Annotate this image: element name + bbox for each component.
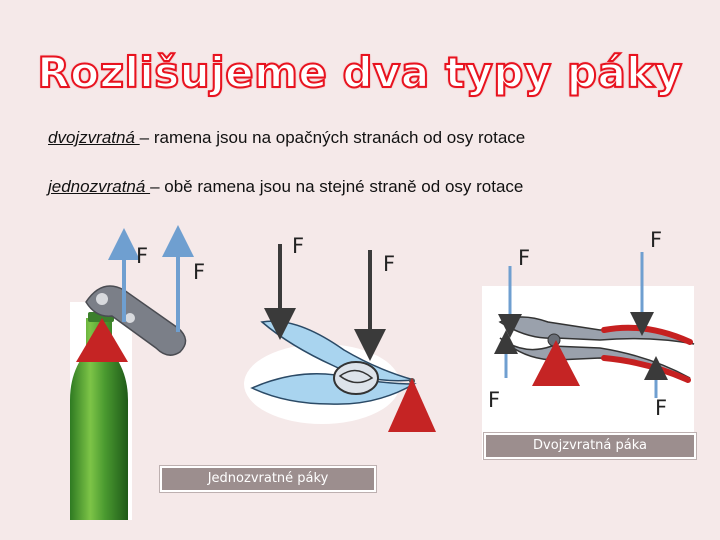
force-label: F — [136, 244, 149, 268]
force-label: F — [383, 252, 396, 276]
force-label: F — [650, 228, 663, 252]
force-label: F — [655, 396, 668, 420]
nut-tongs-scene — [244, 244, 436, 432]
opener-hook-icon — [96, 293, 108, 305]
slide-title: Rozlišujeme dva typy páky — [37, 48, 683, 97]
definition-single-text: – obě ramena jsou na stejné straně od osy rotace — [150, 177, 524, 196]
force-label: F — [518, 246, 531, 270]
opener-hole-icon — [125, 313, 135, 323]
pliers-scene — [482, 252, 694, 460]
caption-single-lever: Jednozvratné páky — [160, 466, 376, 492]
definition-double-text: – ramena jsou na opačných stranách od osy rotace — [139, 128, 526, 147]
force-label: F — [488, 388, 501, 412]
term-single-lever: jednozvratná — [48, 177, 151, 196]
term-double-lever: dvojzvratná — [48, 128, 140, 147]
caption-double-lever: Dvojzvratná páka — [484, 433, 696, 459]
force-label: F — [193, 260, 206, 284]
force-label: F — [292, 234, 305, 258]
